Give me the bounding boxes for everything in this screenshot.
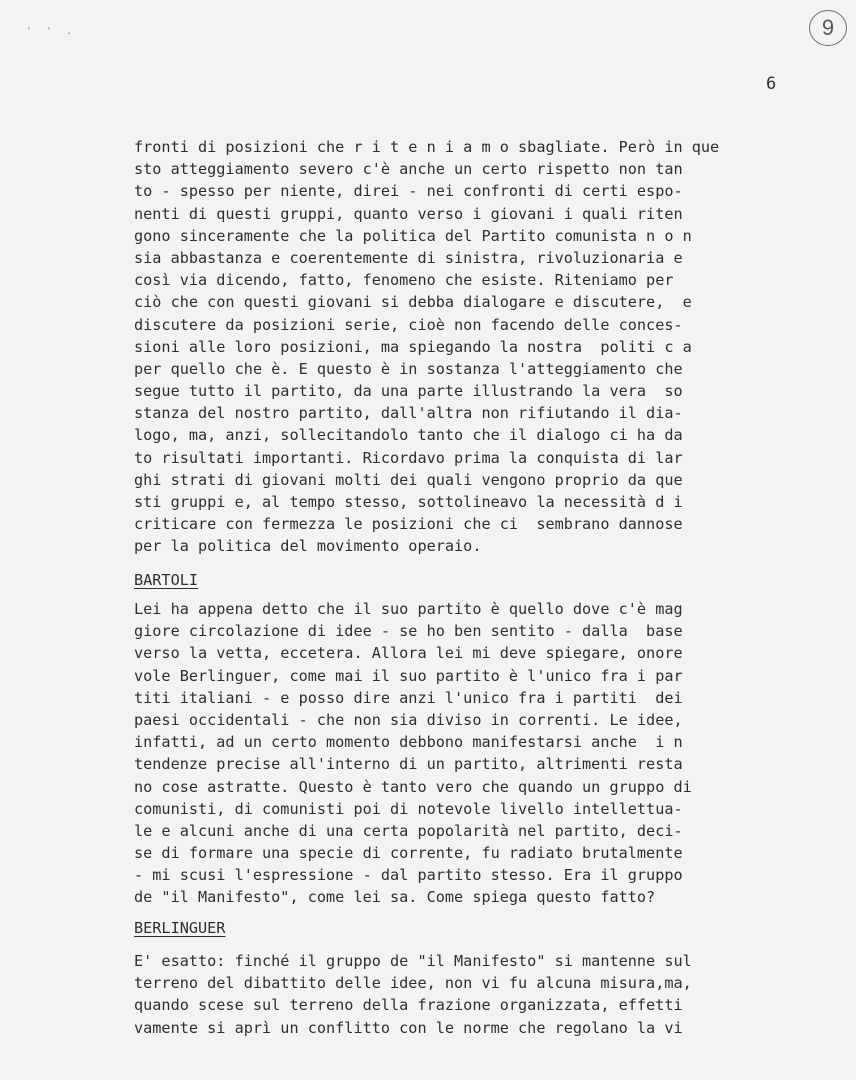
- text-line: per la politica del movimento operaio.: [134, 537, 482, 556]
- text-line: paesi occidentali - che non sia diviso in correnti. Le idee,: [134, 710, 683, 729]
- text-line: E' esatto: finché il gruppo de "il Manifesto" si mantenne sul: [134, 952, 692, 970]
- text-line: stanza del nostro partito, dall'altra non rifiutando il dia-: [134, 404, 683, 423]
- text-line: terreno del dibattito delle idee, non vi fu alcuna misura,ma,: [134, 974, 692, 993]
- text-line: ciò che con questi giovani si debba dialogare e discutere, e: [134, 293, 692, 312]
- text-line: ghi strati di giovani molti dei quali vengono proprio da que: [134, 470, 683, 489]
- text-line: discutere da posizioni serie, cioè non facendo delle conces-: [134, 315, 683, 334]
- text-line: quando scese sul terreno della frazione organizzata, effetti: [134, 996, 683, 1015]
- text-line: titi italiani - e posso dire anzi l'unico fra i partiti dei: [134, 688, 683, 707]
- text-line: Lei ha appena detto che il suo partito è quello dove c'è mag: [134, 600, 683, 618]
- text-line: gono sinceramente che la politica del Partito comunista n o n: [134, 226, 692, 245]
- text-line: no cose astratte. Questo è tanto vero che quando un gruppo di: [134, 777, 692, 796]
- text-line: sia abbastanza e coerentemente di sinistra, rivoluzionaria e: [134, 248, 683, 267]
- text-line: fronti di posizioni che r i t e n i a m o sbagliate. Però in que: [134, 138, 720, 156]
- text-line: vamente si aprì un conflitto con le norme che regolano la vi: [134, 1018, 683, 1037]
- text-line: sti gruppi e, al tempo stesso, sottolineavo la necessità d i: [134, 493, 683, 511]
- text-line: infatti, ad un certo momento debbono manifestarsi anche i n: [134, 733, 683, 752]
- text-line: to - spesso per niente, direi - nei confronti di certi espo-: [134, 182, 683, 201]
- text-line: nenti di questi gruppi, quanto verso i giovani i quali riten: [134, 204, 683, 223]
- text-line: vole Berlinguer, come mai il suo partito è l'unico fra i par: [134, 666, 683, 685]
- text-line: logo, ma, anzi, sollecitandolo tanto che il dialogo ci ha da: [134, 426, 683, 445]
- circled-page-mark: 9: [809, 10, 847, 46]
- page-number: 6: [766, 74, 777, 94]
- paper-specks: ' ' .: [26, 26, 77, 37]
- speaker-heading-bartoli: BARTOLI: [134, 571, 199, 589]
- paragraph-1: [134, 136, 784, 558]
- text-line: per quello che è. E questo è in sostanza l'atteggiamento che: [134, 359, 683, 378]
- text-line: tendenze precise all'interno di un partito, altrimenti resta: [134, 755, 683, 774]
- text-line: sto atteggiamento severo c'è anche un certo rispetto non tan: [134, 160, 683, 179]
- text-line: to risultati importanti. Ricordavo prima la conquista di lar: [134, 448, 683, 467]
- text-line: - mi scusi l'espressione - dal partito stesso. Era il gruppo: [134, 866, 683, 885]
- text-line: criticare con fermezza le posizioni che ci sembrano dannose: [134, 515, 683, 534]
- text-line: se di formare una specie di corrente, fu radiato brutalmente: [134, 844, 683, 863]
- text-line: così via dicendo, fatto, fenomeno che esiste. Riteniamo per: [134, 271, 674, 290]
- text-line: giore circolazione di idee - se ho ben sentito - dalla base: [134, 622, 683, 641]
- paragraph-2: [134, 598, 784, 909]
- speaker-heading-berlinguer: BERLINGUER: [134, 919, 226, 937]
- paragraph-3: [134, 950, 784, 1039]
- text-line: verso la vetta, eccetera. Allora lei mi deve spiegare, onore: [134, 644, 683, 663]
- text-line: sioni alle loro posizioni, ma spiegando la nostra politi c a: [134, 337, 692, 356]
- text-line: de "il Manifesto", come lei sa. Come spiega questo fatto?: [134, 888, 656, 907]
- text-line: comunisti, di comunisti poi di notevole livello intellettua-: [134, 799, 683, 818]
- text-line: segue tutto il partito, da una parte illustrando la vera so: [134, 382, 683, 401]
- text-line: le e alcuni anche di una certa popolarità nel partito, deci-: [134, 821, 683, 840]
